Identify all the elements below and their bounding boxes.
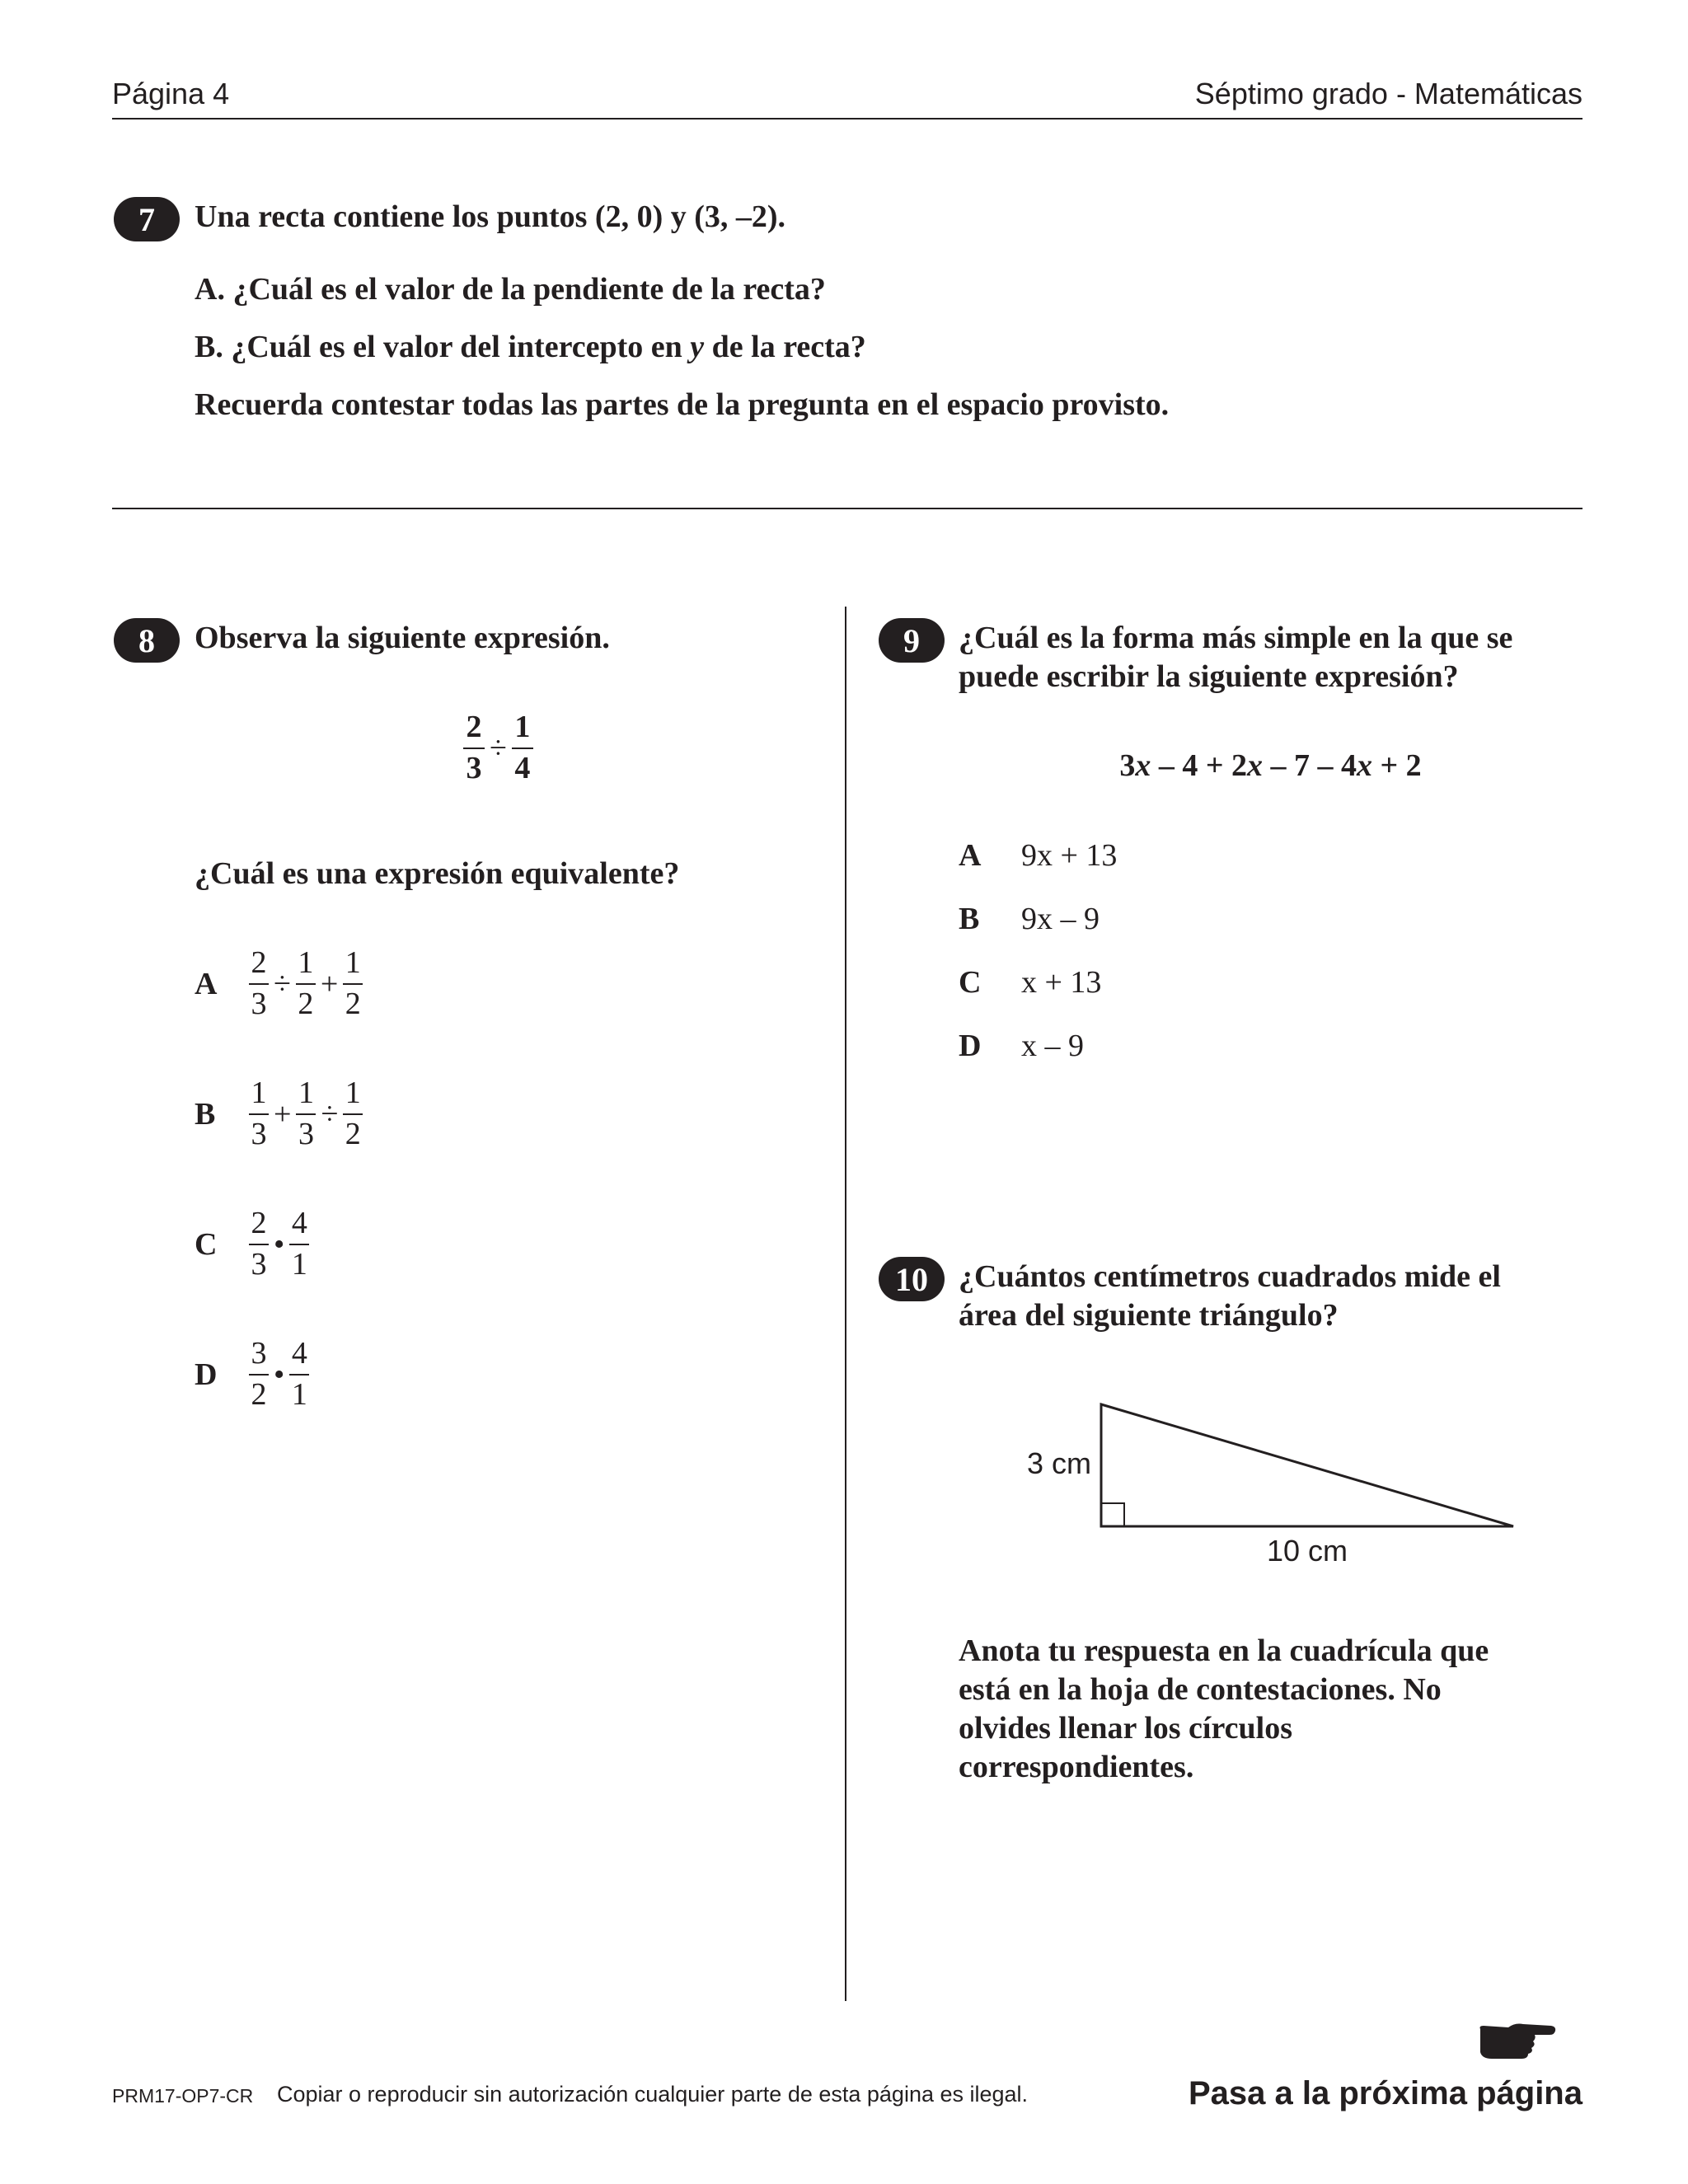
denominator: 2: [251, 1376, 267, 1412]
operator: +: [274, 1096, 292, 1132]
section-divider: [112, 508, 1582, 509]
denominator: 3: [298, 1116, 314, 1151]
fraction: [289, 1337, 309, 1413]
question-7-stem: Una recta contiene los puntos (2, 0) y (3, –2).: [195, 199, 786, 234]
header-rule: [112, 118, 1582, 120]
option-d[interactable]: [959, 1028, 1084, 1064]
numerator: 1: [514, 710, 531, 744]
page-label: Página 4: [112, 77, 230, 110]
denominator: 1: [291, 1246, 307, 1282]
fraction: [289, 1207, 309, 1282]
fraction-bar: [289, 1244, 309, 1245]
numerator: 1: [345, 945, 361, 980]
option-d[interactable]: [195, 1337, 309, 1413]
operator: ÷: [274, 966, 291, 1001]
fraction: [249, 1207, 269, 1282]
option-c[interactable]: [959, 964, 1101, 1001]
question-9-expression: [959, 748, 1582, 784]
numerator: 2: [466, 710, 482, 744]
question-9-stem-line-1: ¿Cuál es la forma más simple en la que se: [959, 621, 1513, 655]
division-operator: ÷: [490, 730, 507, 766]
question-8-stem: Observa la siguiente expresión.: [195, 621, 610, 655]
question-10-badge: 10: [879, 1257, 945, 1301]
fraction-bar: [512, 748, 533, 749]
fraction-bar: [249, 1113, 269, 1115]
operator: •: [274, 1226, 285, 1262]
instruction-line: olvides llenar los círculos: [959, 1711, 1292, 1746]
fraction-bar: [343, 983, 363, 985]
denominator: 2: [298, 986, 314, 1021]
part-b-text-end: de la recta?: [704, 330, 866, 364]
denominator: 3: [251, 1116, 267, 1151]
question-8-expression: [463, 710, 533, 786]
height-label: 3 cm: [1026, 1446, 1091, 1480]
fraction: [296, 1076, 316, 1152]
option-value: 9x – 9: [1021, 902, 1100, 936]
fraction-bar: [289, 1374, 309, 1376]
option-letter: B: [195, 1096, 216, 1132]
question-10-stem-line-2: área del siguiente triángulo?: [959, 1298, 1339, 1333]
question-7-reminder: Recuerda contestar todas las partes de la pregunta en el espacio provisto.: [195, 387, 1170, 422]
next-page-link[interactable]: Pasa a la próxima página: [1189, 2075, 1582, 2111]
numerator: 3: [251, 1336, 267, 1371]
option-letter: D: [959, 1029, 982, 1063]
denominator: 3: [466, 750, 482, 785]
option-expression: [249, 1337, 309, 1413]
fraction-bar: [249, 1244, 269, 1245]
numerator: 1: [345, 1076, 361, 1110]
option-value: x – 9: [1021, 1029, 1084, 1063]
question-8-badge: 8: [114, 618, 180, 663]
option-expression: [249, 946, 363, 1022]
question-10-stem-line-1: ¿Cuántos centímetros cuadrados mide el: [959, 1259, 1501, 1294]
option-b[interactable]: [959, 901, 1100, 937]
right-triangle-figure: [989, 1385, 1533, 1582]
numerator: 2: [251, 1206, 267, 1240]
fraction-bar: [296, 983, 316, 985]
denominator: 4: [514, 750, 531, 785]
option-letter: C: [959, 965, 982, 1000]
question-9-expression-text: 3x – 4 + 2x – 7 – 4x + 2: [1119, 748, 1422, 783]
fraction-bar: [249, 1374, 269, 1376]
question-8-question: ¿Cuál es una expresión equivalente?: [195, 856, 680, 891]
base-label: 10 cm: [1266, 1534, 1348, 1568]
option-letter: A: [195, 966, 218, 1001]
column-divider: [845, 607, 846, 2001]
fraction: [249, 1337, 269, 1413]
part-b-text-start: B. ¿Cuál es el valor del intercepto en: [195, 330, 691, 364]
denominator: 1: [291, 1376, 307, 1412]
option-value: x + 13: [1021, 965, 1102, 1000]
fraction: [249, 1076, 269, 1152]
triangle-shape: [1101, 1404, 1513, 1526]
option-value: 9x + 13: [1021, 838, 1118, 873]
question-10-instructions: [959, 1632, 1489, 1787]
instruction-line: correspondientes.: [959, 1750, 1194, 1784]
fraction: [249, 946, 269, 1022]
denominator: 2: [345, 986, 361, 1021]
form-code: PRM17-OP7-CR: [112, 2085, 254, 2107]
option-letter: B: [959, 902, 980, 936]
part-b-variable: y: [690, 330, 705, 364]
question-9-stem-line-2: puede escribir la siguiente expresión?: [959, 659, 1459, 694]
fraction-bar: [296, 1113, 316, 1115]
fraction: [296, 946, 316, 1022]
question-7-part-a: A. ¿Cuál es el valor de la pendiente de la recta?: [195, 272, 826, 307]
question-7-badge: 7: [114, 197, 180, 241]
numerator: 1: [298, 945, 314, 980]
option-b[interactable]: [195, 1076, 363, 1152]
option-a[interactable]: [959, 837, 1117, 874]
denominator: 3: [251, 1246, 267, 1282]
option-c[interactable]: [195, 1207, 309, 1282]
subject-title: Séptimo grado - Matemáticas: [1194, 77, 1582, 110]
denominator: 2: [345, 1116, 361, 1151]
pointing-hand-icon: [1475, 2019, 1558, 2064]
numerator: 2: [251, 945, 267, 980]
fraction: [343, 946, 363, 1022]
fraction-bar: [343, 1113, 363, 1115]
operator: •: [274, 1357, 285, 1392]
instruction-line: Anota tu respuesta en la cuadrícula que: [959, 1633, 1489, 1668]
numerator: 4: [291, 1336, 307, 1371]
option-letter: C: [195, 1226, 218, 1262]
option-letter: D: [195, 1357, 218, 1392]
option-letter: A: [959, 838, 982, 873]
numerator: 4: [291, 1206, 307, 1240]
fraction-bar: [249, 983, 269, 985]
expr-fraction-1: [463, 710, 485, 786]
question-9-badge: 9: [879, 618, 945, 663]
option-expression: [249, 1076, 363, 1152]
option-a[interactable]: [195, 946, 363, 1022]
numerator: 1: [298, 1076, 314, 1110]
copyright-notice: Copiar o reproducir sin autorización cualquier parte de esta página es ilegal.: [277, 2082, 1029, 2107]
instruction-line: está en la hoja de contestaciones. No: [959, 1672, 1442, 1707]
expr-fraction-2: [512, 710, 533, 786]
question-7-part-b: [195, 328, 866, 367]
fraction: [343, 1076, 363, 1152]
denominator: 3: [251, 986, 267, 1021]
operator: ÷: [321, 1096, 339, 1132]
operator: +: [320, 966, 339, 1001]
right-angle-mark: [1101, 1503, 1124, 1526]
numerator: 1: [251, 1076, 267, 1110]
option-expression: [249, 1207, 309, 1282]
fraction-bar: [463, 748, 485, 749]
